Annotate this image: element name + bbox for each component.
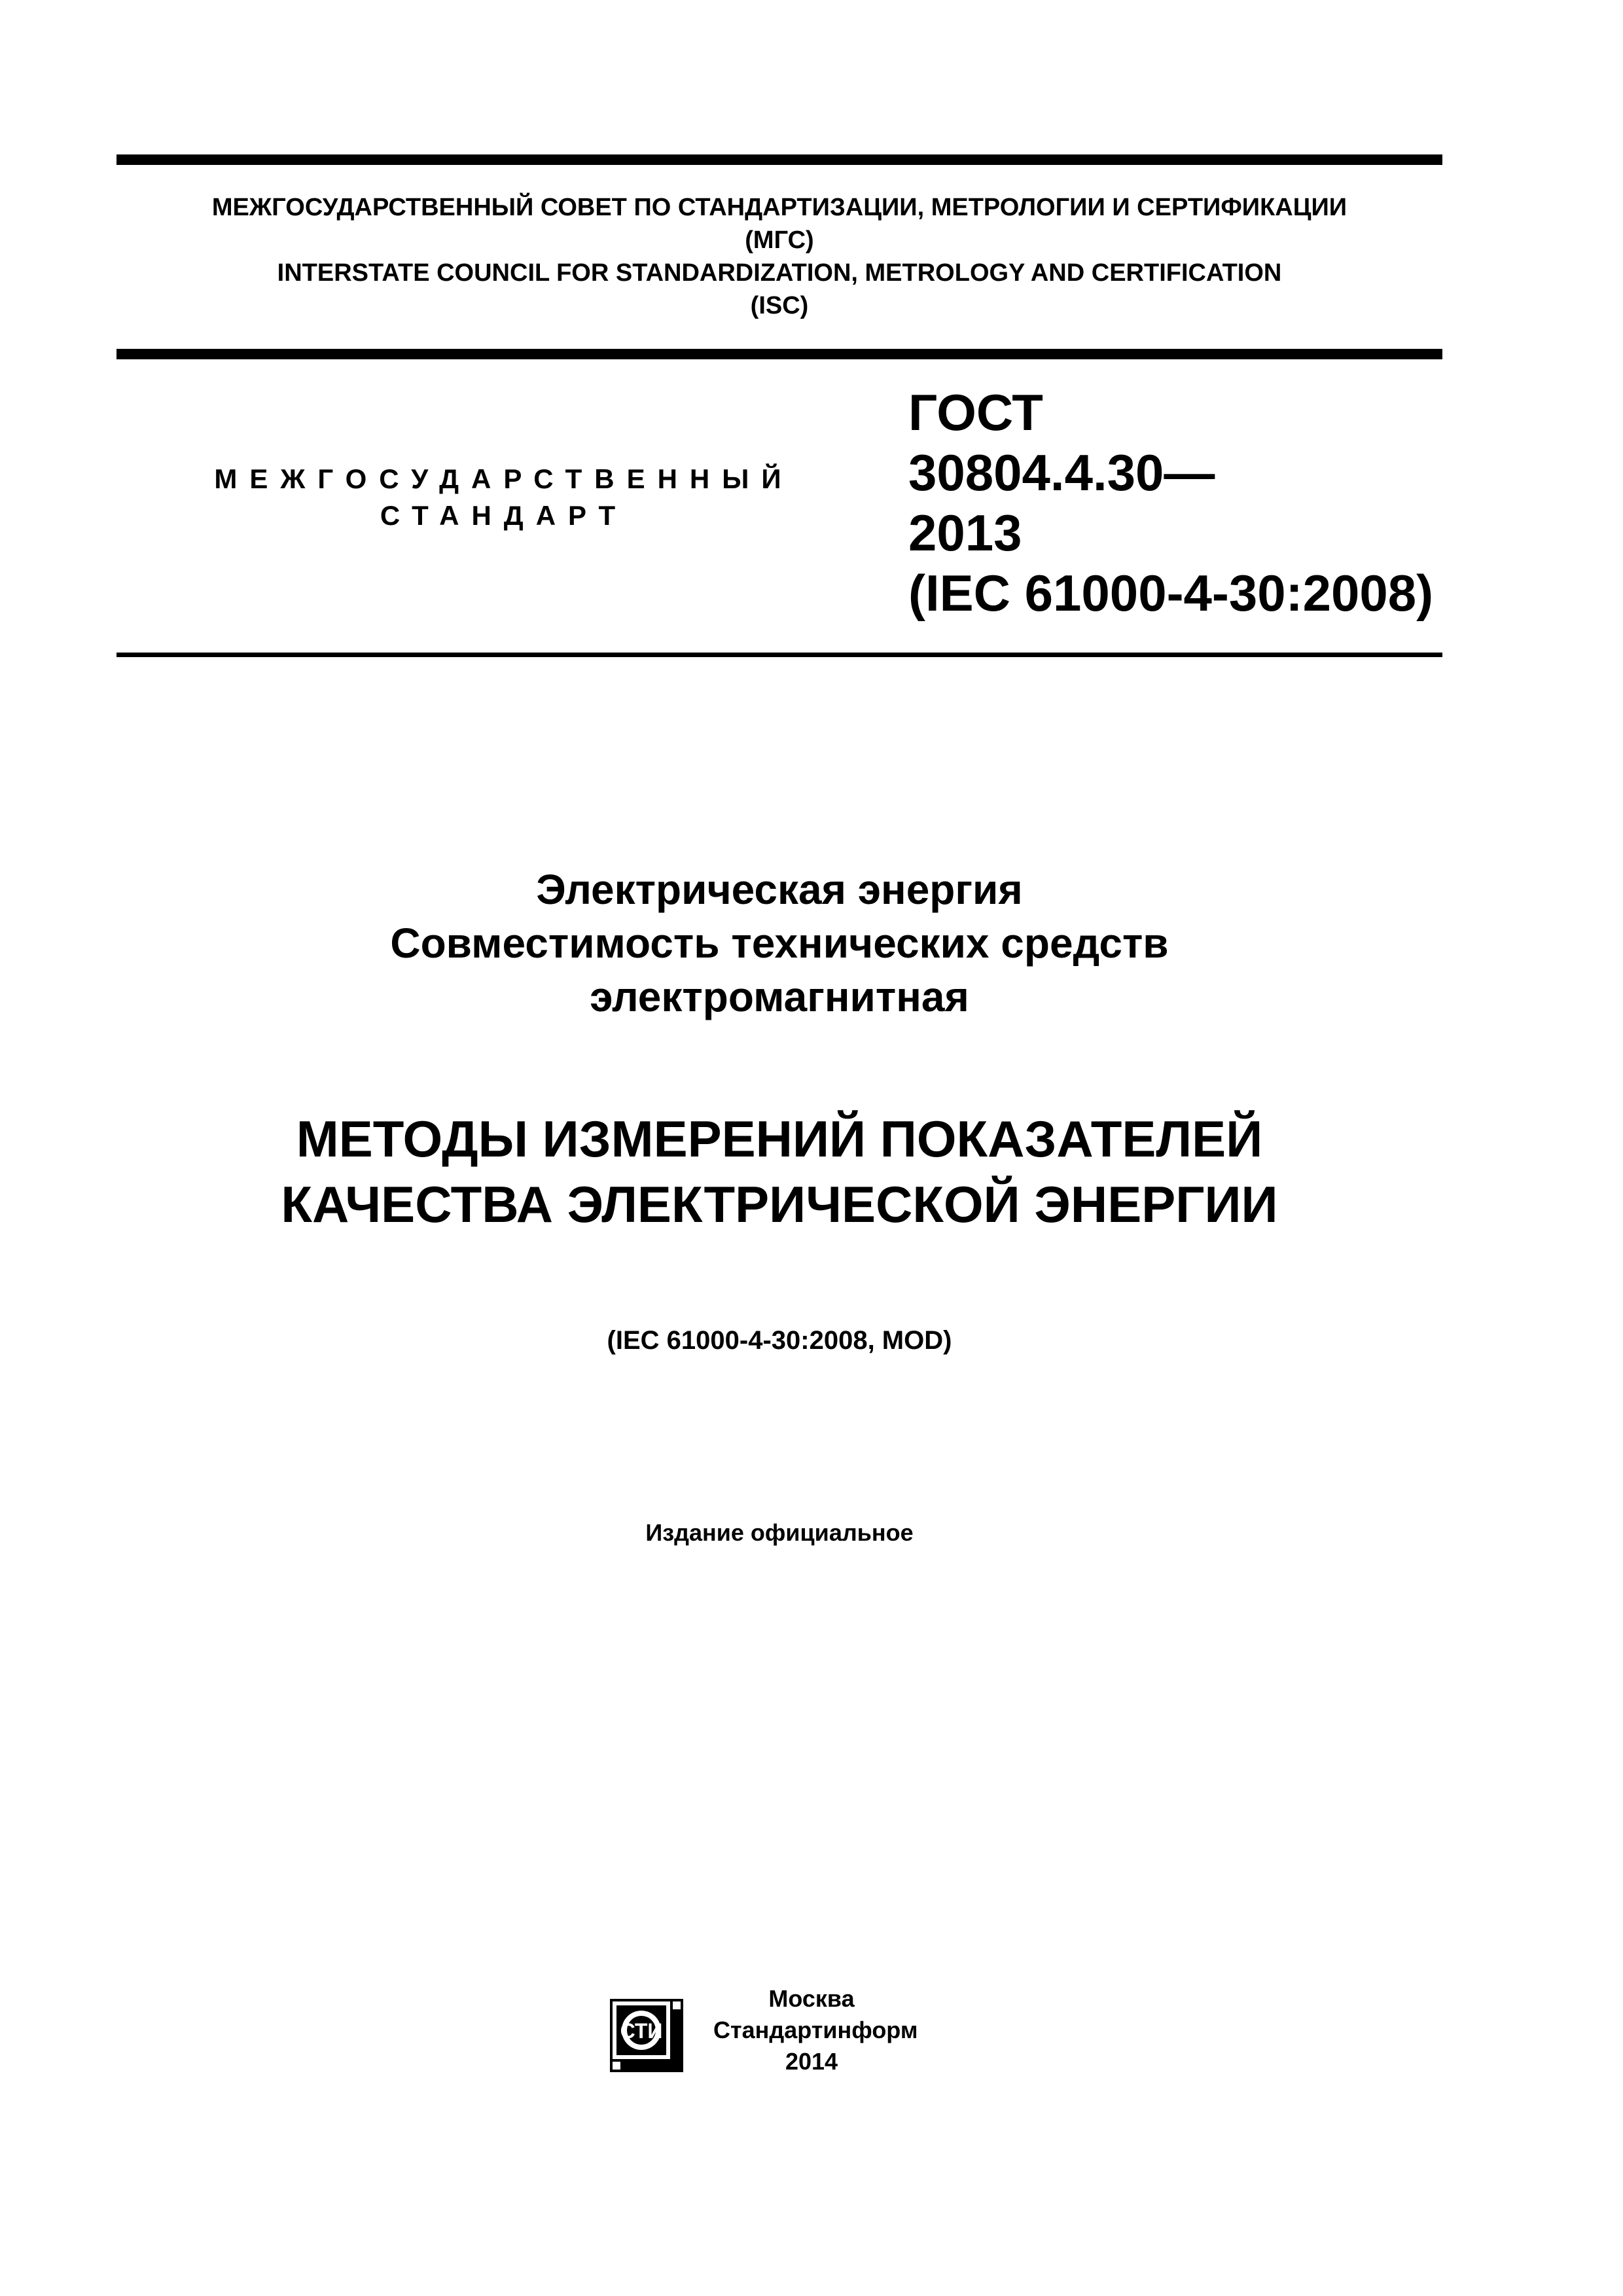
standard-kind-line2: СТАНДАРТ <box>380 500 628 531</box>
council-name-ru: МЕЖГОСУДАРСТВЕННЫЙ СОВЕТ ПО СТАНДАРТИЗАЦИИ, МЕТРОЛОГИИ И СЕРТИФИКАЦИИ <box>211 194 1347 221</box>
bottom-rule <box>116 653 1442 657</box>
designation-number: 30804.4.30— <box>908 444 1215 501</box>
publisher-block <box>713 1983 918 2077</box>
document-title <box>116 1106 1442 1237</box>
designation-year: 2013 <box>908 504 1022 562</box>
publisher-city: Москва <box>768 1985 855 2012</box>
designation-iec: (IEC 61000-4-30:2008) <box>908 564 1434 622</box>
standard-kind <box>157 461 851 534</box>
subject-line3: электромагнитная <box>590 973 969 1020</box>
standard-designation <box>908 382 1433 623</box>
title-line2: КАЧЕСТВА ЭЛЕКТРИЧЕСКОЙ ЭНЕРГИИ <box>281 1175 1278 1233</box>
publisher-name: Стандартинформ <box>713 2017 918 2043</box>
edition-note: Издание официальное <box>645 1519 914 1546</box>
standard-kind-line1: МЕЖГОСУДАРСТВЕННЫЙ <box>214 463 794 494</box>
subject-heading <box>116 863 1442 1024</box>
subject-line2: Совместимость технических средств <box>390 920 1169 967</box>
council-name-en: INTERSTATE COUNCIL FOR STANDARDIZATION, METROLOGY AND CERTIFICATION <box>277 259 1282 287</box>
middle-rule <box>116 349 1442 359</box>
title-line1: МЕТОДЫ ИЗМЕРЕНИЙ ПОКАЗАТЕЛЕЙ <box>296 1110 1263 1168</box>
logo-text: СТИ <box>620 2019 663 2043</box>
designation-prefix: ГОСТ <box>908 384 1043 441</box>
council-abbr-ru: (МГС) <box>745 226 814 254</box>
subject-line1: Электрическая энергия <box>536 866 1023 913</box>
council-abbr-en: (ISC) <box>750 292 809 319</box>
standartinform-logo-icon <box>610 1999 683 2072</box>
council-header <box>116 191 1442 322</box>
top-rule <box>116 154 1442 165</box>
iec-reference: (IEC 61000-4-30:2008, MOD) <box>607 1326 952 1355</box>
publisher-year: 2014 <box>785 2048 838 2075</box>
